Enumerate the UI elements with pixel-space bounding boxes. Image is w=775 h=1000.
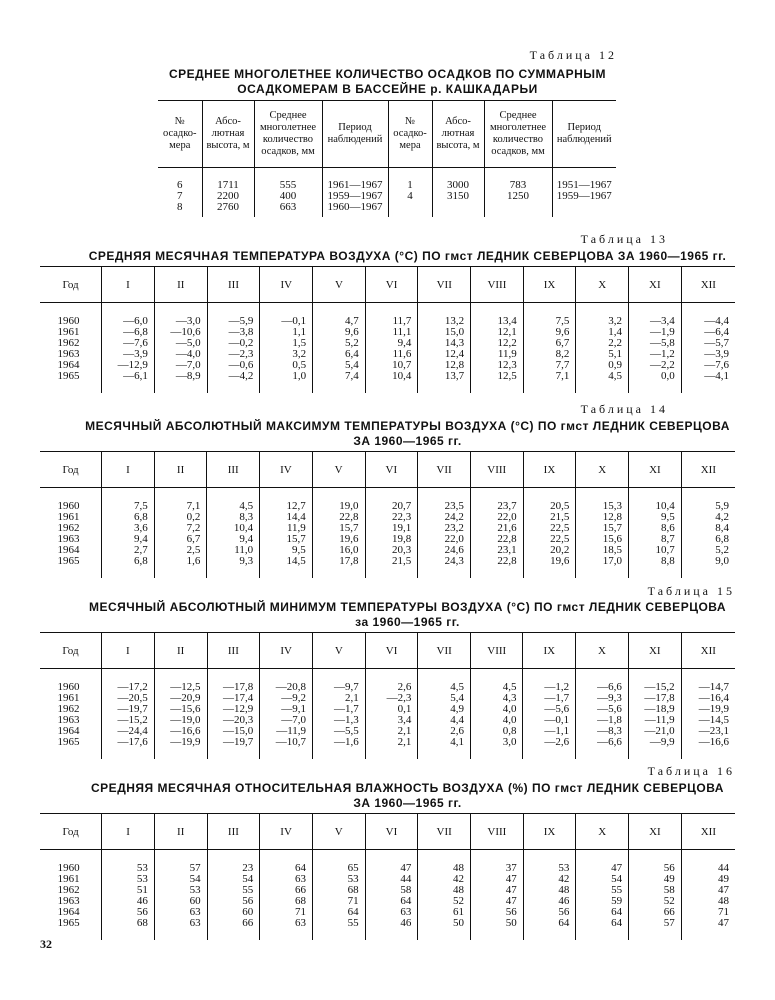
header-cell-month: I: [102, 814, 155, 850]
header-cell-month: VII: [418, 633, 471, 669]
month-column: 19,0 22,8 15,7 19,6 16,0 17,8: [312, 488, 365, 578]
data-column: 1 4: [388, 168, 432, 217]
table12-body-row: [158, 168, 616, 217]
month-column: 11,7 11,1 9,4 11,6 10,7 10,4: [365, 303, 418, 393]
data-column: 6 7 8: [177, 179, 183, 213]
table14: [40, 451, 735, 578]
month-column: 4,7 9,6 5,2 6,4 5,4 7,4: [313, 303, 366, 393]
t16-header-row: [40, 814, 735, 850]
month-column: 57 54 53 60 63 63: [154, 850, 207, 940]
month-column: 48 42 48 52 61 50: [418, 850, 471, 940]
header-cell-month: I: [102, 452, 155, 488]
header-cell-month: XII: [681, 633, 735, 669]
month-column: 23,5 24,2 23,2 22,0 24,6 24,3: [418, 488, 471, 578]
header-cell-month: IV: [260, 814, 313, 850]
header-cell-month: XI: [629, 814, 682, 850]
header-cell-month: IV: [260, 267, 313, 303]
header-cell-month: VI: [365, 452, 418, 488]
header-cell-month: II: [154, 267, 207, 303]
header-cell-month: III: [207, 633, 260, 669]
header-cell: № осадко-мера: [158, 101, 202, 168]
year-column: 1960 1961 1962 1963 1964 1965: [57, 681, 80, 748]
data-column: 1961—1967 1959—1967 1960—1967: [322, 168, 388, 217]
month-column: —20,8 —9,2 —9,1 —7,0 —11,9 —10,7: [260, 669, 313, 759]
t16-body-row: [40, 850, 735, 940]
header-cell-month: II: [154, 452, 207, 488]
month-column: 44 49 47 48 71 47: [681, 850, 735, 940]
header-cell-month: V: [313, 267, 366, 303]
table15-title-line1: МЕСЯЧНЫЙ АБСОЛЮТНЫЙ МИНИМУМ ТЕМПЕРАТУРЫ ВОЗДУХА (°C) ПО гмст ЛЕДНИК СЕВЕРЦОВА: [88, 600, 727, 614]
month-column: —17,8 —17,4 —12,9 —20,3 —15,0 —19,7: [207, 669, 260, 759]
header-cell-month: XI: [628, 633, 681, 669]
month-column: 65 53 68 71 64 55: [312, 850, 365, 940]
header-cell-month: VII: [418, 452, 471, 488]
header-cell-month: XII: [681, 452, 735, 488]
header-cell-month: VIII: [470, 452, 523, 488]
header-cell: Среднее многолетнее количество осадков, мм: [484, 101, 552, 168]
month-column: 20,7 22,3 19,1 19,8 20,3 21,5: [365, 488, 418, 578]
table14-title-line2: ЗА 1960—1965 гг.: [353, 434, 462, 448]
header-cell-month: VI: [365, 814, 418, 850]
data-column: 1951—1967 1959—1967: [552, 168, 616, 217]
data-column: 3000 3150: [432, 168, 484, 217]
table12-label: Таблица 12: [529, 48, 617, 62]
header-cell-month: XI: [628, 267, 681, 303]
month-column: 7,1 0,2 7,2 6,7 2,5 1,6: [154, 488, 207, 578]
header-cell-month: XII: [681, 814, 735, 850]
month-column: —6,6 —9,3 —5,6 —1,8 —8,3 —6,6: [576, 669, 629, 759]
table15-title-line2: за 1960—1965 гг.: [355, 615, 460, 629]
table14-label: Таблица 14: [580, 402, 668, 416]
header-cell-month: XII: [681, 267, 735, 303]
header-cell-month: VI: [365, 633, 418, 669]
month-column: 23 54 55 56 60 66: [207, 850, 260, 940]
header-cell-month: II: [154, 814, 207, 850]
header-cell-month: IV: [260, 633, 313, 669]
table15-label: Таблица 15: [647, 584, 735, 598]
header-cell-month: VIII: [471, 814, 524, 850]
month-column: 53 42 48 46 56 64: [523, 850, 576, 940]
month-column: —15,2 —17,8 —18,9 —11,9 —21,0 —9,9: [628, 669, 681, 759]
header-cell-month: VI: [365, 267, 418, 303]
month-column: —12,5 —20,9 —15,6 —19,0 —16,6 —19,9: [154, 669, 207, 759]
year-column: 1960 1961 1962 1963 1964 1965: [57, 862, 80, 929]
header-cell-month: XI: [629, 452, 682, 488]
header-cell: Абсо-лютная высота, м: [202, 101, 254, 168]
month-column: 7,5 9,6 6,7 8,2 7,7 7,1: [523, 303, 576, 393]
month-column: —1,2 —1,7 —5,6 —0,1 —1,1 —2,6: [523, 669, 576, 759]
t15-body-row: [40, 669, 735, 759]
table13: [40, 266, 735, 393]
header-cell-month: X: [576, 814, 629, 850]
t13-header-row: [40, 267, 735, 303]
month-column: 23,7 22,0 21,6 22,8 23,1 22,8: [470, 488, 523, 578]
page-number: 32: [40, 937, 52, 951]
month-column: 4,5 5,4 4,9 4,4 2,6 4,1: [418, 669, 471, 759]
table16-title-line2: ЗА 1960—1965 гг.: [353, 796, 462, 810]
header-cell: № осадко-мера: [388, 101, 432, 168]
t14-body-row: [40, 488, 735, 578]
table16-label: Таблица 16: [647, 764, 735, 778]
month-column: 64 63 66 68 71 63: [260, 850, 313, 940]
month-column: —6,0 —6,8 —7,6 —3,9 —12,9 —6,1: [102, 303, 155, 393]
t14-header-row: [40, 452, 735, 488]
header-cell-year: Год: [40, 633, 101, 669]
header-cell-month: V: [312, 814, 365, 850]
table12-header-row: [158, 101, 616, 168]
table12-title-line1: СРЕДНЕЕ МНОГОЛЕТНЕЕ КОЛИЧЕСТВО ОСАДКОВ ПО СУММАРНЫМ: [168, 67, 607, 81]
month-column: 12,7 14,4 11,9 15,7 9,5 14,5: [260, 488, 313, 578]
header-cell-year: Год: [40, 814, 102, 850]
header-cell-month: II: [154, 633, 207, 669]
month-column: —3,0 —10,6 —5,0 —4,0 —7,0 —8,9: [154, 303, 207, 393]
header-cell-month: I: [101, 633, 154, 669]
month-column: —4,4 —6,4 —5,7 —3,9 —7,6 —4,1: [681, 303, 735, 393]
header-cell: Среднее многолетнее количество осадков, мм: [254, 101, 322, 168]
data-column: 1711 2200 2760: [202, 168, 254, 217]
header-cell-month: IX: [523, 633, 576, 669]
month-column: 4,5 4,3 4,0 4,0 0,8 3,0: [470, 669, 523, 759]
month-column: 4,5 8,3 10,4 9,4 11,0 9,3: [207, 488, 260, 578]
t13-body-row: [40, 303, 735, 393]
header-cell: Абсо-лютная высота, м: [432, 101, 484, 168]
header-cell-month: VII: [418, 814, 471, 850]
month-column: —3,4 —1,9 —5,8 —1,2 —2,2 0,0: [628, 303, 681, 393]
header-cell-month: I: [102, 267, 155, 303]
month-column: —17,2 —20,5 —19,7 —15,2 —24,4 —17,6: [101, 669, 154, 759]
table15: [40, 632, 735, 759]
year-column: 1960 1961 1962 1963 1964 1965: [57, 500, 80, 567]
month-column: —9,7 2,1 —1,7 —1,3 —5,5 —1,6: [313, 669, 366, 759]
header-cell-month: V: [312, 452, 365, 488]
month-column: 20,5 21,5 22,5 22,5 20,2 19,6: [523, 488, 576, 578]
month-column: 47 44 58 64 63 46: [365, 850, 418, 940]
month-column: 37 47 47 47 56 50: [471, 850, 524, 940]
table14-title-line1: МЕСЯЧНЫЙ АБСОЛЮТНЫЙ МАКСИМУМ ТЕМПЕРАТУРЫ ВОЗДУХА (°C) ПО гмст ЛЕДНИК СЕВЕРЦОВА: [85, 419, 730, 433]
month-column: —0,1 1,1 1,5 3,2 0,5 1,0: [260, 303, 313, 393]
month-column: 2,6 —2,3 0,1 3,4 2,1 2,1: [365, 669, 418, 759]
header-cell-month: IX: [523, 452, 576, 488]
table13-label: Таблица 13: [580, 232, 668, 246]
month-column: 47 54 55 59 64 64: [576, 850, 629, 940]
month-column: —5,9 —3,8 —0,2 —2,3 —0,6 —4,2: [207, 303, 260, 393]
header-cell-month: III: [207, 452, 260, 488]
table13-title: СРЕДНЯЯ МЕСЯЧНАЯ ТЕМПЕРАТУРА ВОЗДУХА (°C) ПО гмст ЛЕДНИК СЕВЕРЦОВА ЗА 1960—1965 гг.: [88, 249, 727, 263]
header-cell-month: VII: [418, 267, 471, 303]
month-column: —14,7 —16,4 —19,9 —14,5 —23,1 —16,6: [681, 669, 735, 759]
header-cell-month: X: [576, 267, 629, 303]
header-cell-month: III: [207, 814, 260, 850]
header-cell-month: VIII: [470, 633, 523, 669]
month-column: 13,2 15,0 14,3 12,4 12,8 13,7: [418, 303, 471, 393]
month-column: 53 53 51 46 56 68: [102, 850, 155, 940]
header-cell-month: III: [207, 267, 260, 303]
header-cell-year: Год: [40, 452, 102, 488]
month-column: 7,5 6,8 3,6 9,4 2,7 6,8: [102, 488, 155, 578]
month-column: 3,2 1,4 2,2 5,1 0,9 4,5: [576, 303, 629, 393]
t15-header-row: [40, 633, 735, 669]
header-cell-month: VIII: [471, 267, 524, 303]
data-column: 555 400 663: [254, 168, 322, 217]
data-column: 783 1250: [484, 168, 552, 217]
month-column: 15,3 12,8 15,7 15,6 18,5 17,0: [576, 488, 629, 578]
month-column: 56 49 58 52 66 57: [629, 850, 682, 940]
table12-title-line2: ОСАДКОМЕРАМ В БАССЕЙНЕ р. КАШКАДАРЬИ: [237, 82, 538, 96]
header-cell: Период наблюдений: [552, 101, 616, 168]
header-cell-month: IX: [523, 267, 576, 303]
header-cell-year: Год: [40, 267, 102, 303]
table16: [40, 813, 735, 940]
header-cell: Период наблюдений: [322, 101, 388, 168]
header-cell-month: X: [576, 452, 629, 488]
header-cell-month: V: [313, 633, 366, 669]
month-column: 5,9 4,2 8,4 6,8 5,2 9,0: [681, 488, 735, 578]
table12: [158, 100, 616, 217]
header-cell-month: X: [576, 633, 629, 669]
table16-title-line1: СРЕДНЯЯ МЕСЯЧНАЯ ОТНОСИТЕЛЬНАЯ ВЛАЖНОСТЬ ВОЗДУХА (%) ПО гмст ЛЕДНИК СЕВЕРЦОВА: [91, 781, 724, 795]
header-cell-month: IX: [523, 814, 576, 850]
header-cell-month: IV: [260, 452, 313, 488]
month-column: 13,4 12,1 12,2 11,9 12,3 12,5: [471, 303, 524, 393]
month-column: 10,4 9,5 8,6 8,7 10,7 8,8: [629, 488, 682, 578]
year-column: 1960 1961 1962 1963 1964 1965: [57, 315, 80, 382]
